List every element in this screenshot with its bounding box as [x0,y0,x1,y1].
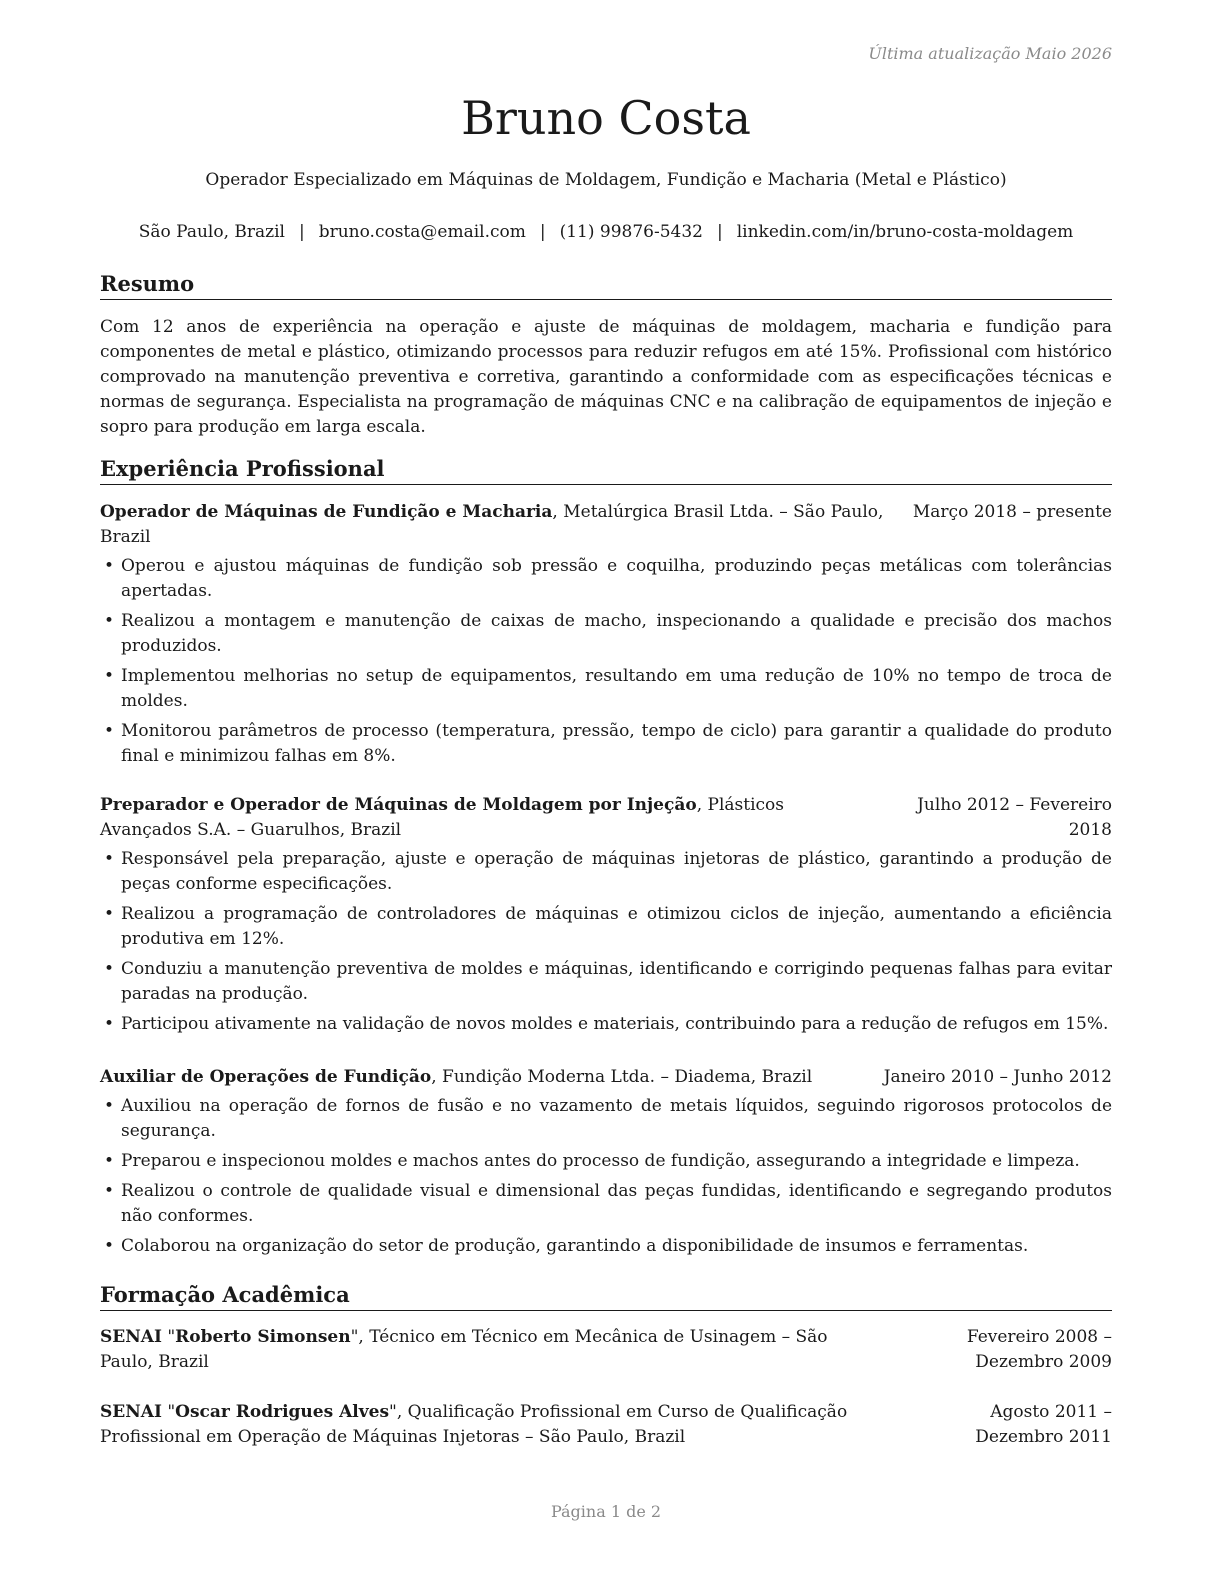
section-title-summary: Resumo [100,270,1112,300]
list-item: • Responsável pela preparação, ajuste e operação de máquinas injetoras de plástico, garantindo a produção de peças conforme especificações. [104,849,1112,894]
page-number: Página 1 de 2 [550,1502,662,1521]
bullet-icon: • [104,849,115,869]
contact-separator: | [298,222,305,242]
list-item: • Operou e ajustou máquinas de fundição sob pressão e coquilha, produzindo peças metálicas com tolerâncias apertadas. [104,556,1112,601]
job-company: , Metalúrgica Brasil Ltda. – São Paulo, Brazil [100,502,884,547]
education-entry-1 [100,1325,1112,1375]
experience-title-line [100,793,880,843]
experience-entry-2 [100,793,1112,1042]
education-title-line: SENAI "Oscar Rodrigues Alves", Qualificação Profissional em Curso de Qualificação Profissional em Operação de Máquinas Injetoras – São Paulo, Brazil [100,1402,848,1447]
job-role: Operador de Máquinas de Fundição e Macharia [100,502,553,522]
job-dates: Março 2018 – presente [912,502,1112,522]
contact-phone: (11) 99876-5432 [559,222,703,242]
bullet-icon: • [104,1014,115,1034]
experience-entry-3 [100,1065,1112,1264]
experience-title-line [100,1065,884,1090]
education-title-line: SENAI "Roberto Simonsen", Técnico em Técnico em Mecânica de Usinagem – São Paulo, Brazil [100,1327,828,1372]
school-name: Oscar Rodrigues Alves [175,1402,390,1422]
education-details: , Técnico em Técnico em Mecânica de Usinagem – São Paulo, Brazil [100,1327,828,1372]
job-company: , Fundição Moderna Ltda. – Diadema, Brazil [431,1067,813,1087]
contact-line [100,220,1112,244]
job-company: , Plásticos Avançados S.A. – Guarulhos, Brazil [100,795,784,840]
bullet-icon: • [104,959,115,979]
list-item: • Realizou o controle de qualidade visual e dimensional das peças fundidas, identificando e segregando produtos não conformes. [104,1181,1112,1226]
education-dates: Fevereiro 2008 – Dezembro 2009 [966,1327,1112,1372]
education-header [100,1325,1112,1375]
list-item: • Realizou a montagem e manutenção de caixas de macho, inspecionando a qualidade e precisão dos machos produzidos. [104,611,1112,656]
list-item: • Auxiliou na operação de fornos de fusão e no vazamento de metais líquidos, seguindo rigorosos protocolos de segurança. [104,1096,1112,1141]
school-name: Roberto Simonsen [175,1327,351,1347]
education-header [100,1400,1112,1450]
experience-title-line [100,500,890,550]
job-bullets [100,554,1112,769]
bullet-icon: • [104,721,115,741]
experience-entry-1 [100,500,1112,774]
last-updated-note: Última atualização Maio 2026 [868,44,1112,63]
bullet-icon: • [104,1096,115,1116]
job-bullets [100,847,1112,1037]
bullet-icon: • [104,611,115,631]
list-item: • Preparou e inspecionou moldes e machos antes do processo de fundição, assegurando a integridade e limpeza. [100,1149,1112,1174]
bullet-icon: • [104,666,115,686]
section-title-experience: Experiência Profissional [100,455,1112,485]
list-item: • Participou ativamente na validação de novos moldes e materiais, contribuindo para a redução de refugos em 15%. [100,1012,1112,1037]
bullet-icon: • [104,1151,115,1171]
list-item: • Monitorou parâmetros de processo (temperatura, pressão, tempo de ciclo) para garantir a qualidade do produto final e minimizou falhas em 8%. [104,721,1112,766]
resume-page [100,0,1112,1584]
education-details: , Qualificação Profissional em Curso de Qualificação Profissional em Operação de Máquinas Injetoras – São Paulo, Brazil [100,1402,848,1447]
list-item: • Realizou a programação de controladores de máquinas e otimizou ciclos de injeção, aumentando a eficiência produtiva em 12%. [104,904,1112,949]
contact-location: São Paulo, Brazil [138,222,285,242]
list-item: • Implementou melhorias no setup de equipamentos, resultando em uma redução de 10% no tempo de troca de moldes. [104,666,1112,711]
job-role: Preparador e Operador de Máquinas de Moldagem por Injeção [100,795,697,815]
summary-paragraph: Com 12 anos de experiência na operação e ajuste de máquinas de moldagem, macharia e fundição para componentes de metal e plástico, otimizando processos para reduzir refugos em até 15%. Profissional com histórico comprovado na manutenção preventiva e corretiva, garantindo a conformidade com as especificações técnicas e normas de segurança. Especialista na programação de máquinas CNC e na calibração de equipamentos de injeção e sopro para produção em larga escala. [100,317,1112,437]
candidate-name: Bruno Costa [461,91,751,145]
school-prefix: SENAI [100,1402,162,1422]
school-prefix: SENAI [100,1327,162,1347]
job-dates: Julho 2012 – Fevereiro 2018 [917,795,1112,840]
contact-separator: | [539,222,546,242]
contact-email[interactable]: bruno.costa@email.com [318,222,526,242]
experience-header [100,1065,1112,1090]
education-entry-2 [100,1400,1112,1450]
bullet-icon: • [104,1236,115,1256]
bullet-icon: • [104,1181,115,1201]
experience-header [100,500,1112,550]
job-role: Auxiliar de Operações de Fundição [100,1067,432,1087]
section-title-education: Formação Acadêmica [100,1281,1112,1311]
job-dates: Janeiro 2010 – Junho 2012 [883,1067,1112,1087]
headline: Operador Especializado em Máquinas de Moldagem, Fundição e Macharia (Metal e Plástico) [205,170,1007,190]
bullet-icon: • [104,556,115,576]
list-item: • Colaborou na organização do setor de produção, garantindo a disponibilidade de insumos e ferramentas. [100,1234,1112,1259]
bullet-icon: • [104,904,115,924]
education-dates: Agosto 2011 – Dezembro 2011 [975,1402,1112,1447]
contact-separator: | [717,222,723,242]
list-item: • Conduziu a manutenção preventiva de moldes e máquinas, identificando e corrigindo pequenas falhas para evitar paradas na produção. [104,959,1112,1004]
contact-linkedin[interactable]: linkedin.com/in/bruno-costa-moldagem [736,222,1074,242]
experience-header [100,793,1112,843]
job-bullets [100,1094,1112,1259]
